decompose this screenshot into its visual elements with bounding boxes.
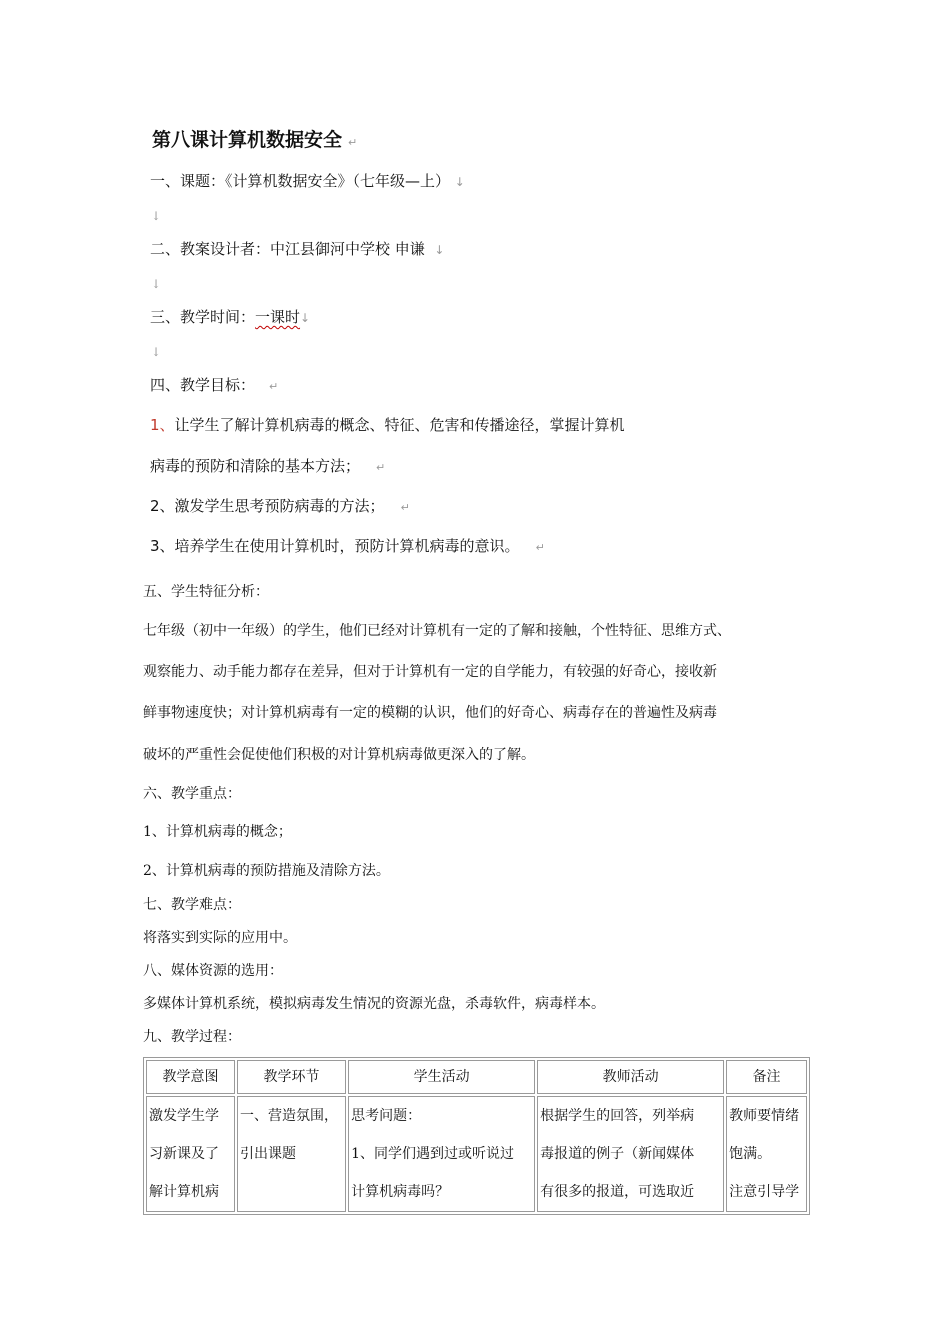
line-break-mark: ↓ [434,243,445,257]
section-key-points: 六、教学重点： [143,786,241,802]
key-point: 2、计算机病毒的预防措施及清除方法。 [143,863,390,879]
line-break-mark: ↓ [300,311,311,325]
analysis-line: 七年级（初中一年级）的学生，他们已经对计算机有一定的了解和接触，个性特征、思维方式、 [143,623,731,639]
cell-student-activity: 思考问题： 1、同学们遇到过或听说过 计算机病毒吗？ [348,1096,535,1212]
paragraph-mark: ↵ [269,380,279,393]
paragraph-mark: ↵ [348,136,358,149]
key-point: 1、计算机病毒的概念； [143,824,292,840]
goal-item: 1、让学生了解计算机病毒的概念、特征、危害和传播途径，掌握计算机 [150,416,625,434]
goal-item: 3、培养学生在使用计算机时，预防计算机病毒的意识。 ↵ [150,537,545,555]
paragraph-mark: ↵ [535,541,545,554]
section-topic: 一、课题：《计算机数据安全》（七年级—上） ↓ [150,172,465,190]
section-process: 九、教学过程： [143,1029,241,1045]
section-media: 八、媒体资源的选用： [143,963,283,979]
analysis-line: 鲜事物速度快；对计算机病毒有一定的模糊的认识，他们的好奇心、病毒存在的普遍性及病毒 [143,705,717,721]
line-break-mark: ↓ [151,209,162,223]
goal-item: 2、激发学生思考预防病毒的方法； ↵ [150,497,410,515]
cell-notes: 教师要情绪 饱满。 注意引导学 [726,1096,807,1212]
section-designer: 二、教案设计者：中江县御河中学校 申谦 ↓ [150,240,445,258]
table-row [146,1096,807,1212]
header-notes: 备注 [726,1060,807,1094]
cell-stage: 一、营造氛围， 引出课题 [237,1096,346,1212]
cell-intent: 激发学生学 习新课及了 解计算机病 [146,1096,235,1212]
header-intent: 教学意图 [146,1060,235,1094]
analysis-line: 破坏的严重性会促使他们积极的对计算机病毒做更深入的了解。 [143,747,535,763]
line-break-mark: ↓ [454,175,465,189]
paragraph-mark: ↵ [376,461,386,474]
time-value: 一课时 [255,308,301,326]
header-teacher-activity: 教师活动 [537,1060,724,1094]
table-header-row [146,1060,807,1094]
section-goals: 四、教学目标： ↵ [150,376,279,394]
media-text: 多媒体计算机系统，模拟病毒发生情况的资源光盘，杀毒软件，病毒样本。 [143,996,605,1012]
difficulty-text: 将落实到实际的应用中。 [143,930,297,946]
line-break-mark: ↓ [151,277,162,291]
process-table [143,1057,810,1215]
header-student-activity: 学生活动 [348,1060,535,1094]
header-stage: 教学环节 [237,1060,346,1094]
paragraph-mark: ↵ [400,501,410,514]
section-time: 三、教学时间：一课时↓ [150,308,311,326]
line-break-mark: ↓ [151,345,162,359]
section-difficulty: 七、教学难点： [143,897,241,913]
cell-teacher-activity: 根据学生的回答，列举病 毒报道的例子（新闻媒体 有很多的报道，可选取近 [537,1096,724,1212]
goal-item: 病毒的预防和清除的基本方法； ↵ [150,457,386,475]
analysis-line: 观察能力、动手能力都存在差异，但对于计算机有一定的自学能力，有较强的好奇心，接收新 [143,664,717,680]
section-student-analysis: 五、学生特征分析： [143,584,269,600]
document-title: 第八课计算机数据安全 ↵ [152,129,358,151]
